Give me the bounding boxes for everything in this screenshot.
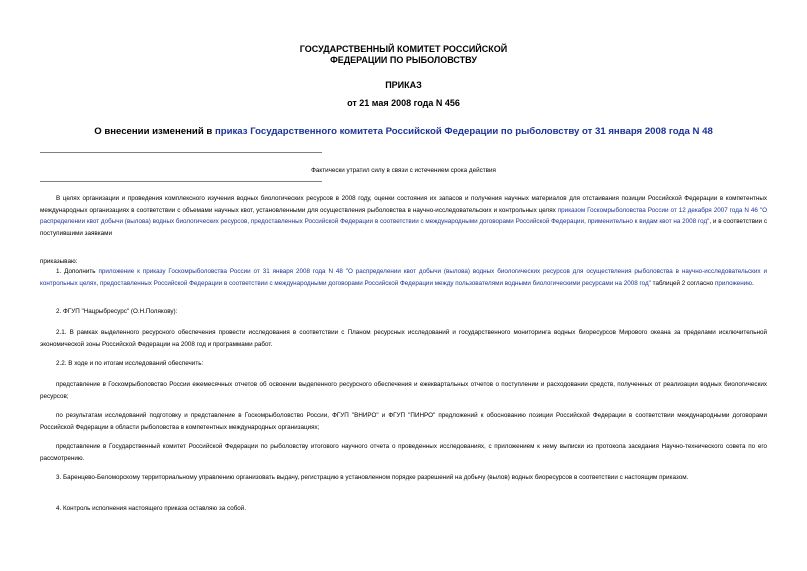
issuer-line-1: ГОСУДАРСТВЕННЫЙ КОМИТЕТ РОССИЙСКОЙ bbox=[299, 44, 508, 54]
issuer-line-2: ФЕДЕРАЦИИ ПО РЫБОЛОВСТВУ bbox=[330, 55, 477, 65]
title-prefix: О внесении изменений в bbox=[94, 126, 215, 137]
item-3-paragraph: 3. Баренцево-Беломорскому территориальному управлению организовать выдачу, регистрацию в установленном порядке разрешений на добычу (вылов) водных биоресурсов в соответствии с настоящим приказом. bbox=[56, 474, 689, 481]
item-1-paragraph bbox=[40, 266, 767, 289]
item-2-1-paragraph: 2.1. В рамках выделенного ресурсного обеспечения провести исследования в соответствии с Планом ресурсных исследований и государственного мониторинга водных биоресурсов Мирового океана за пределами исключительной экономической зоны Российской Федерации на 2008 год и программами работ. bbox=[40, 329, 767, 348]
item-1-text: 1. Дополнить bbox=[56, 268, 99, 275]
bullet-3-paragraph: представление в Государственный комитет Российской Федерации по рыболовству итогового научного отчета о проведенных исследованиях, с приложением к нему выписки из протокола заседания Научно-технического совета по его рассмотрению. bbox=[40, 443, 767, 462]
preamble-text: В целях организации и проведения комплексного изучения водных биологических ресурсов в 2008 году, оценки состояния их запасов и получения научных материалов для отстаивания позиции Российской Федерации в компетентных международных организациях в соответствии с объемами научных квот, установленными для осуществления рыболовства в научно-исследовательских и контрольных целях bbox=[40, 195, 767, 214]
preamble-text-end: , и в соответствии с поступившими заявками bbox=[40, 218, 767, 237]
bullet-1-paragraph: представление в Госкомрыболовство России ежемесячных отчетов об освоении выделенного ресурсного обеспечения и ежеквартальных отчетов о поступлении и расходовании средств, полученных от реализации водных биологических ресурсов; bbox=[40, 381, 767, 400]
bullet-2-paragraph: по результатам исследований подготовку и представление в Госкомрыболовство России, ФГУП "ВНИРО" и ФГУП "ПИНРО" предложений к обоснованию позиции Российской Федерации в соответствии международными договорами Российской Федерации в области рыболовства в компетентных международных организациях; bbox=[40, 412, 767, 431]
item-1-text-mid: таблицей 2 согласно bbox=[650, 279, 715, 287]
preamble-link[interactable]: приказом Госкомрыболовства России от 12 декабря 2007 года N 46 "О распределении квот добычи (вылова) водных биологических ресурсов, предоставленных Российской Федерации в соответствии с международными договорами Российской Федерации, применительно к видам квот на 2008 год" bbox=[40, 206, 767, 225]
document-title bbox=[0, 126, 807, 138]
item-1-link-appendix[interactable]: приложению bbox=[714, 279, 753, 287]
document-date-number: от 21 мая 2008 года N 456 bbox=[347, 98, 460, 108]
divider-top bbox=[40, 152, 322, 153]
divider-bottom bbox=[40, 181, 322, 182]
item-4-paragraph: 4. Контроль исполнения настоящего приказа оставляю за собой. bbox=[56, 505, 247, 512]
preamble-paragraph bbox=[40, 193, 767, 239]
title-link[interactable]: приказ Государственного комитета Российской Федерации по рыболовству от 31 января 2008 года N 48 bbox=[214, 126, 713, 137]
item-2-2-paragraph: 2.2. В ходе и по итогам исследований обеспечить: bbox=[56, 360, 204, 367]
item-2-paragraph: 2. ФГУП "Нацрыбресурс" (О.Н.Полякову): bbox=[56, 308, 178, 315]
status-note: Фактически утратил силу в связи с истечением срока действия bbox=[311, 167, 496, 174]
order-word: приказываю: bbox=[40, 258, 78, 265]
item-1-text-end: . bbox=[752, 279, 754, 287]
item-1-link-annex[interactable]: приложение к приказу Госкомрыболовства России от 31 января 2008 года N 48 "О распределении квот добычи (вылова) водных биологических ресурсов для осуществления рыболовства в научно-исследовательских и контрольных целях, предоставленных Российской Федерации в соответствии с международными договорами Российской Федерации между пользователями водными биологическими ресурсами на 2008 год" bbox=[40, 268, 767, 287]
document-type: ПРИКАЗ bbox=[385, 80, 422, 90]
